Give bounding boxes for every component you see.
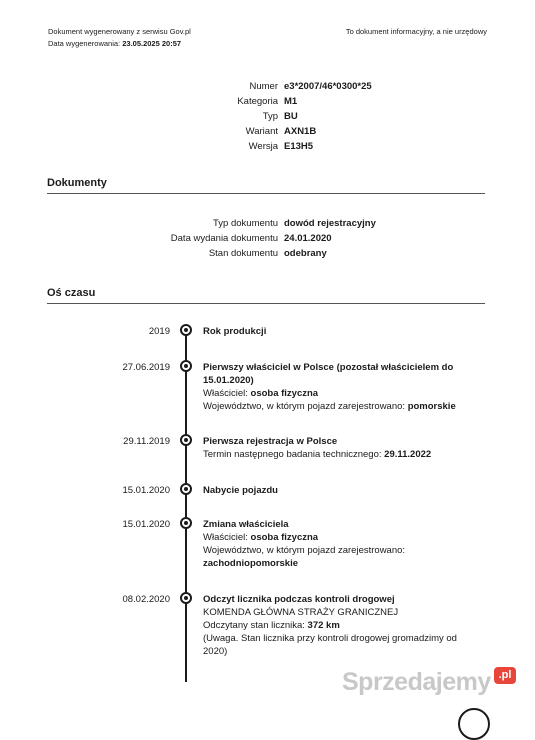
event-detail (203, 619, 458, 632)
document-value: 24.01.2020 (284, 233, 332, 244)
event-detail-value: osoba fizyczna (250, 388, 319, 399)
page-corner-icon (458, 708, 490, 740)
event-detail-label: Właściciel: (203, 388, 251, 399)
timeline-dot-icon (180, 434, 192, 446)
generated-date-value: 23.05.2025 20:57 (122, 39, 182, 48)
timeline-dot-icon (180, 360, 192, 372)
vehicle-label: Wariant (245, 126, 278, 137)
event-date: 15.01.2020 (122, 519, 170, 530)
vehicle-value: M1 (284, 96, 298, 107)
vehicle-info (48, 79, 488, 154)
event-detail (203, 531, 458, 544)
timeline-section-title: Oś czasu (47, 287, 485, 304)
event-detail-value: osoba fizyczna (250, 532, 319, 543)
vehicle-value: AXN1B (284, 126, 317, 137)
event-detail-value: zachodniopomorskie (203, 558, 299, 569)
document-label: Stan dokumentu (208, 248, 278, 259)
event-body (203, 325, 458, 338)
event-detail (203, 606, 458, 619)
event-detail (203, 387, 458, 400)
disclaimer-text: To dokument informacyjny, a nie urzędowy (345, 27, 487, 36)
event-detail-label: (Uwaga. Stan licznika przy kontroli drogowej gromadzimy od 2020) (203, 633, 457, 657)
event-date: 29.11.2019 (123, 436, 170, 447)
vehicle-value: E13H5 (284, 141, 314, 152)
timeline-dot-icon (180, 483, 192, 495)
event-detail-label: Właściciel: (203, 532, 251, 543)
timeline-dot-icon (180, 592, 192, 604)
event-detail (203, 448, 458, 461)
event-body (203, 484, 458, 497)
event-detail-label: Województwo, w którym pojazd zarejestrowano: (203, 401, 408, 412)
event-body (203, 361, 458, 413)
document-value: dowód rejestracyjny (284, 218, 376, 229)
event-title: Odczyt licznika podczas kontroli drogowej (203, 594, 395, 605)
vehicle-label: Kategoria (237, 96, 278, 107)
event-detail-value: 372 km (307, 620, 340, 631)
event-date: 27.06.2019 (122, 362, 170, 373)
documents-section-title: Dokumenty (47, 177, 485, 194)
timeline-dot-icon (180, 324, 192, 336)
document-label: Typ dokumentu (213, 218, 278, 229)
document-label: Data wydania dokumentu (170, 233, 278, 244)
document-row (48, 216, 488, 231)
vehicle-label: Numer (249, 81, 278, 92)
vehicle-value: e3*2007/46*0300*25 (284, 81, 372, 92)
timeline-axis (185, 327, 187, 682)
document-value: odebrany (284, 248, 327, 259)
event-date: 15.01.2020 (122, 485, 170, 496)
event-detail-label: Termin następnego badania technicznego: (203, 449, 385, 460)
document-row (48, 246, 488, 261)
event-title: Pierwszy właściciel w Polsce (pozostał właścicielem do 15.01.2020) (203, 362, 454, 386)
vehicle-label: Wersja (248, 141, 278, 152)
event-detail (203, 544, 458, 570)
document-row (48, 231, 488, 246)
watermark-pl-badge: .pl (494, 667, 516, 684)
event-detail (203, 400, 458, 413)
event-body (203, 435, 458, 461)
vehicle-label: Typ (262, 111, 278, 122)
generated-by-text: Dokument wygenerowany z serwisu Gov.pl (48, 27, 191, 36)
vehicle-row (48, 109, 488, 124)
event-date: 08.02.2020 (122, 594, 170, 605)
event-title: Rok produkcji (203, 326, 267, 337)
event-title: Zmiana właściciela (203, 519, 289, 530)
documents-info (48, 216, 488, 261)
timeline-dot-icon (180, 517, 192, 529)
event-body (203, 518, 458, 570)
generated-date-label: Data wygenerowania: (48, 39, 121, 48)
event-date: 2019 (148, 326, 170, 337)
vehicle-row (48, 124, 488, 139)
event-title: Pierwsza rejestracja w Polsce (203, 436, 338, 447)
vehicle-row (48, 139, 488, 154)
event-detail-label: KOMENDA GŁÓWNA STRAŻY GRANICZNEJ (203, 607, 399, 618)
generation-info (48, 26, 191, 50)
generated-date-line (48, 38, 191, 50)
vehicle-row (48, 79, 488, 94)
vehicle-value: BU (284, 111, 298, 122)
event-detail-label: Odczytany stan licznika: (203, 620, 308, 631)
event-detail-label: Województwo, w którym pojazd zarejestrowano: (203, 545, 406, 556)
event-detail (203, 632, 458, 658)
event-title: Nabycie pojazdu (203, 485, 278, 496)
event-detail-value: 29.11.2022 (384, 449, 432, 460)
event-detail-value: pomorskie (407, 401, 456, 412)
sprzedajemy-watermark: Sprzedajemy (342, 668, 491, 696)
event-body (203, 593, 458, 658)
vehicle-row (48, 94, 488, 109)
